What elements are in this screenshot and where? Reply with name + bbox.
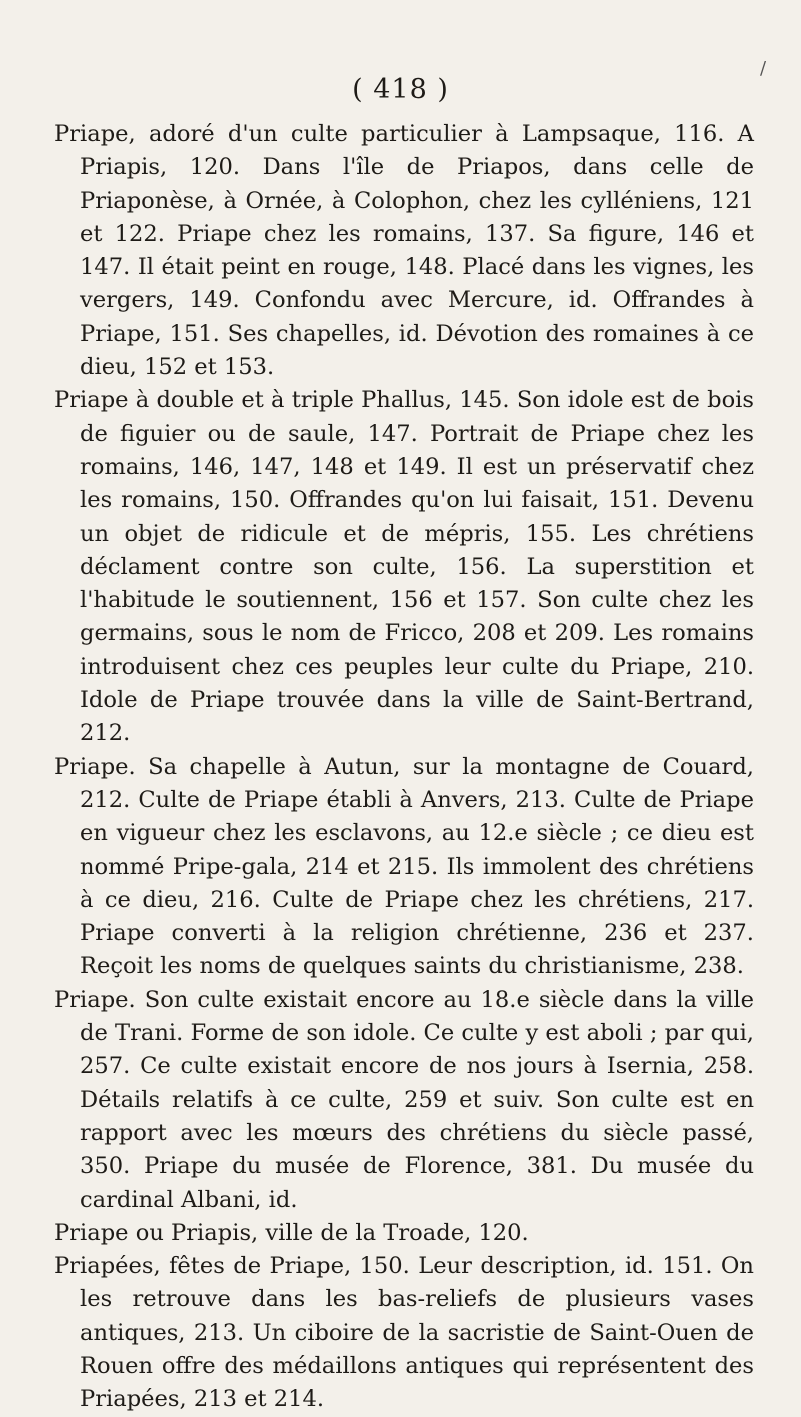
index-entry: Priapées, fêtes de Priape, 150. Leur description, id. 151. On les retrouve dans les bas-reliefs de plusieurs vases antiques, 213. Un ciboire de la sacristie de Saint-Ouen de Rouen offre des médaillons antiques qui représentent des Priapées, 213 et 214. <box>54 1253 754 1413</box>
index-entry: Priape à double et à triple Phallus, 145. Son idole est de bois de figuier ou de saule, 147. Portrait de Priape chez les romains, 146, 147, 148 et 149. Il est un préservatif chez les romains, 150. Offrandes qu'on lui faisait, 151. Devenu un objet de ridicule et de mépris, 155. Les chrétiens déclament contre son culte, 156. La superstition et l'habitude le soutiennent, 156 et 157. Son culte chez les germains, sous le nom de Fricco, 208 et 209. Les romains introduisent chez ces peuples leur culte du Priape, 210. Idole de Priape trouvée dans la ville de Saint-Bertrand, 212. <box>54 387 754 747</box>
index-entry: Priape. Sa chapelle à Autun, sur la montagne de Couard, 212. Culte de Priape établi à Anvers, 213. Culte de Priape en vigueur chez les esclavons, au 12.e siècle ; ce dieu est nommé Pripe-gala, 214 et 215. Ils immolent des chrétiens à ce dieu, 216. Culte de Priape chez les chrétiens, 217. Priape converti à la religion chrétienne, 236 et 237. Reçoit les noms de quelques saints du christianisme, 238. <box>54 753 754 980</box>
index-text <box>54 118 754 1417</box>
margin-mark: / <box>760 58 767 79</box>
page-number: ( 418 ) <box>352 74 449 105</box>
index-entry: Priape. Son culte existait encore au 18.e siècle dans la ville de Trani. Forme de son idole. Ce culte y est aboli ; par qui, 257. Ce culte existait encore de nos jours à Isernia, 258. Détails relatifs à ce culte, 259 et suiv. Son culte est en rapport avec les mœurs des chrétiens du siècle passé, 350. Priape du musée de Florence, 381. Du musée du cardinal Albani, id. <box>54 986 754 1213</box>
index-entry: Priape, adoré d'un culte particulier à Lampsaque, 116. A Priapis, 120. Dans l'île de Priapos, dans celle de Priaponèse, à Ornée, à Colophon, chez les cylléniens, 121 et 122. Priape chez les romains, 137. Sa figure, 146 et 147. Il était peint en rouge, 148. Placé dans les vignes, les vergers, 149. Confondu avec Mercure, id. Offrandes à Priape, 151. Ses chapelles, id. Dévotion des romaines à ce dieu, 152 et 153. <box>54 121 754 381</box>
index-entry: Priape ou Priapis, ville de la Troade, 120. <box>54 1219 529 1246</box>
